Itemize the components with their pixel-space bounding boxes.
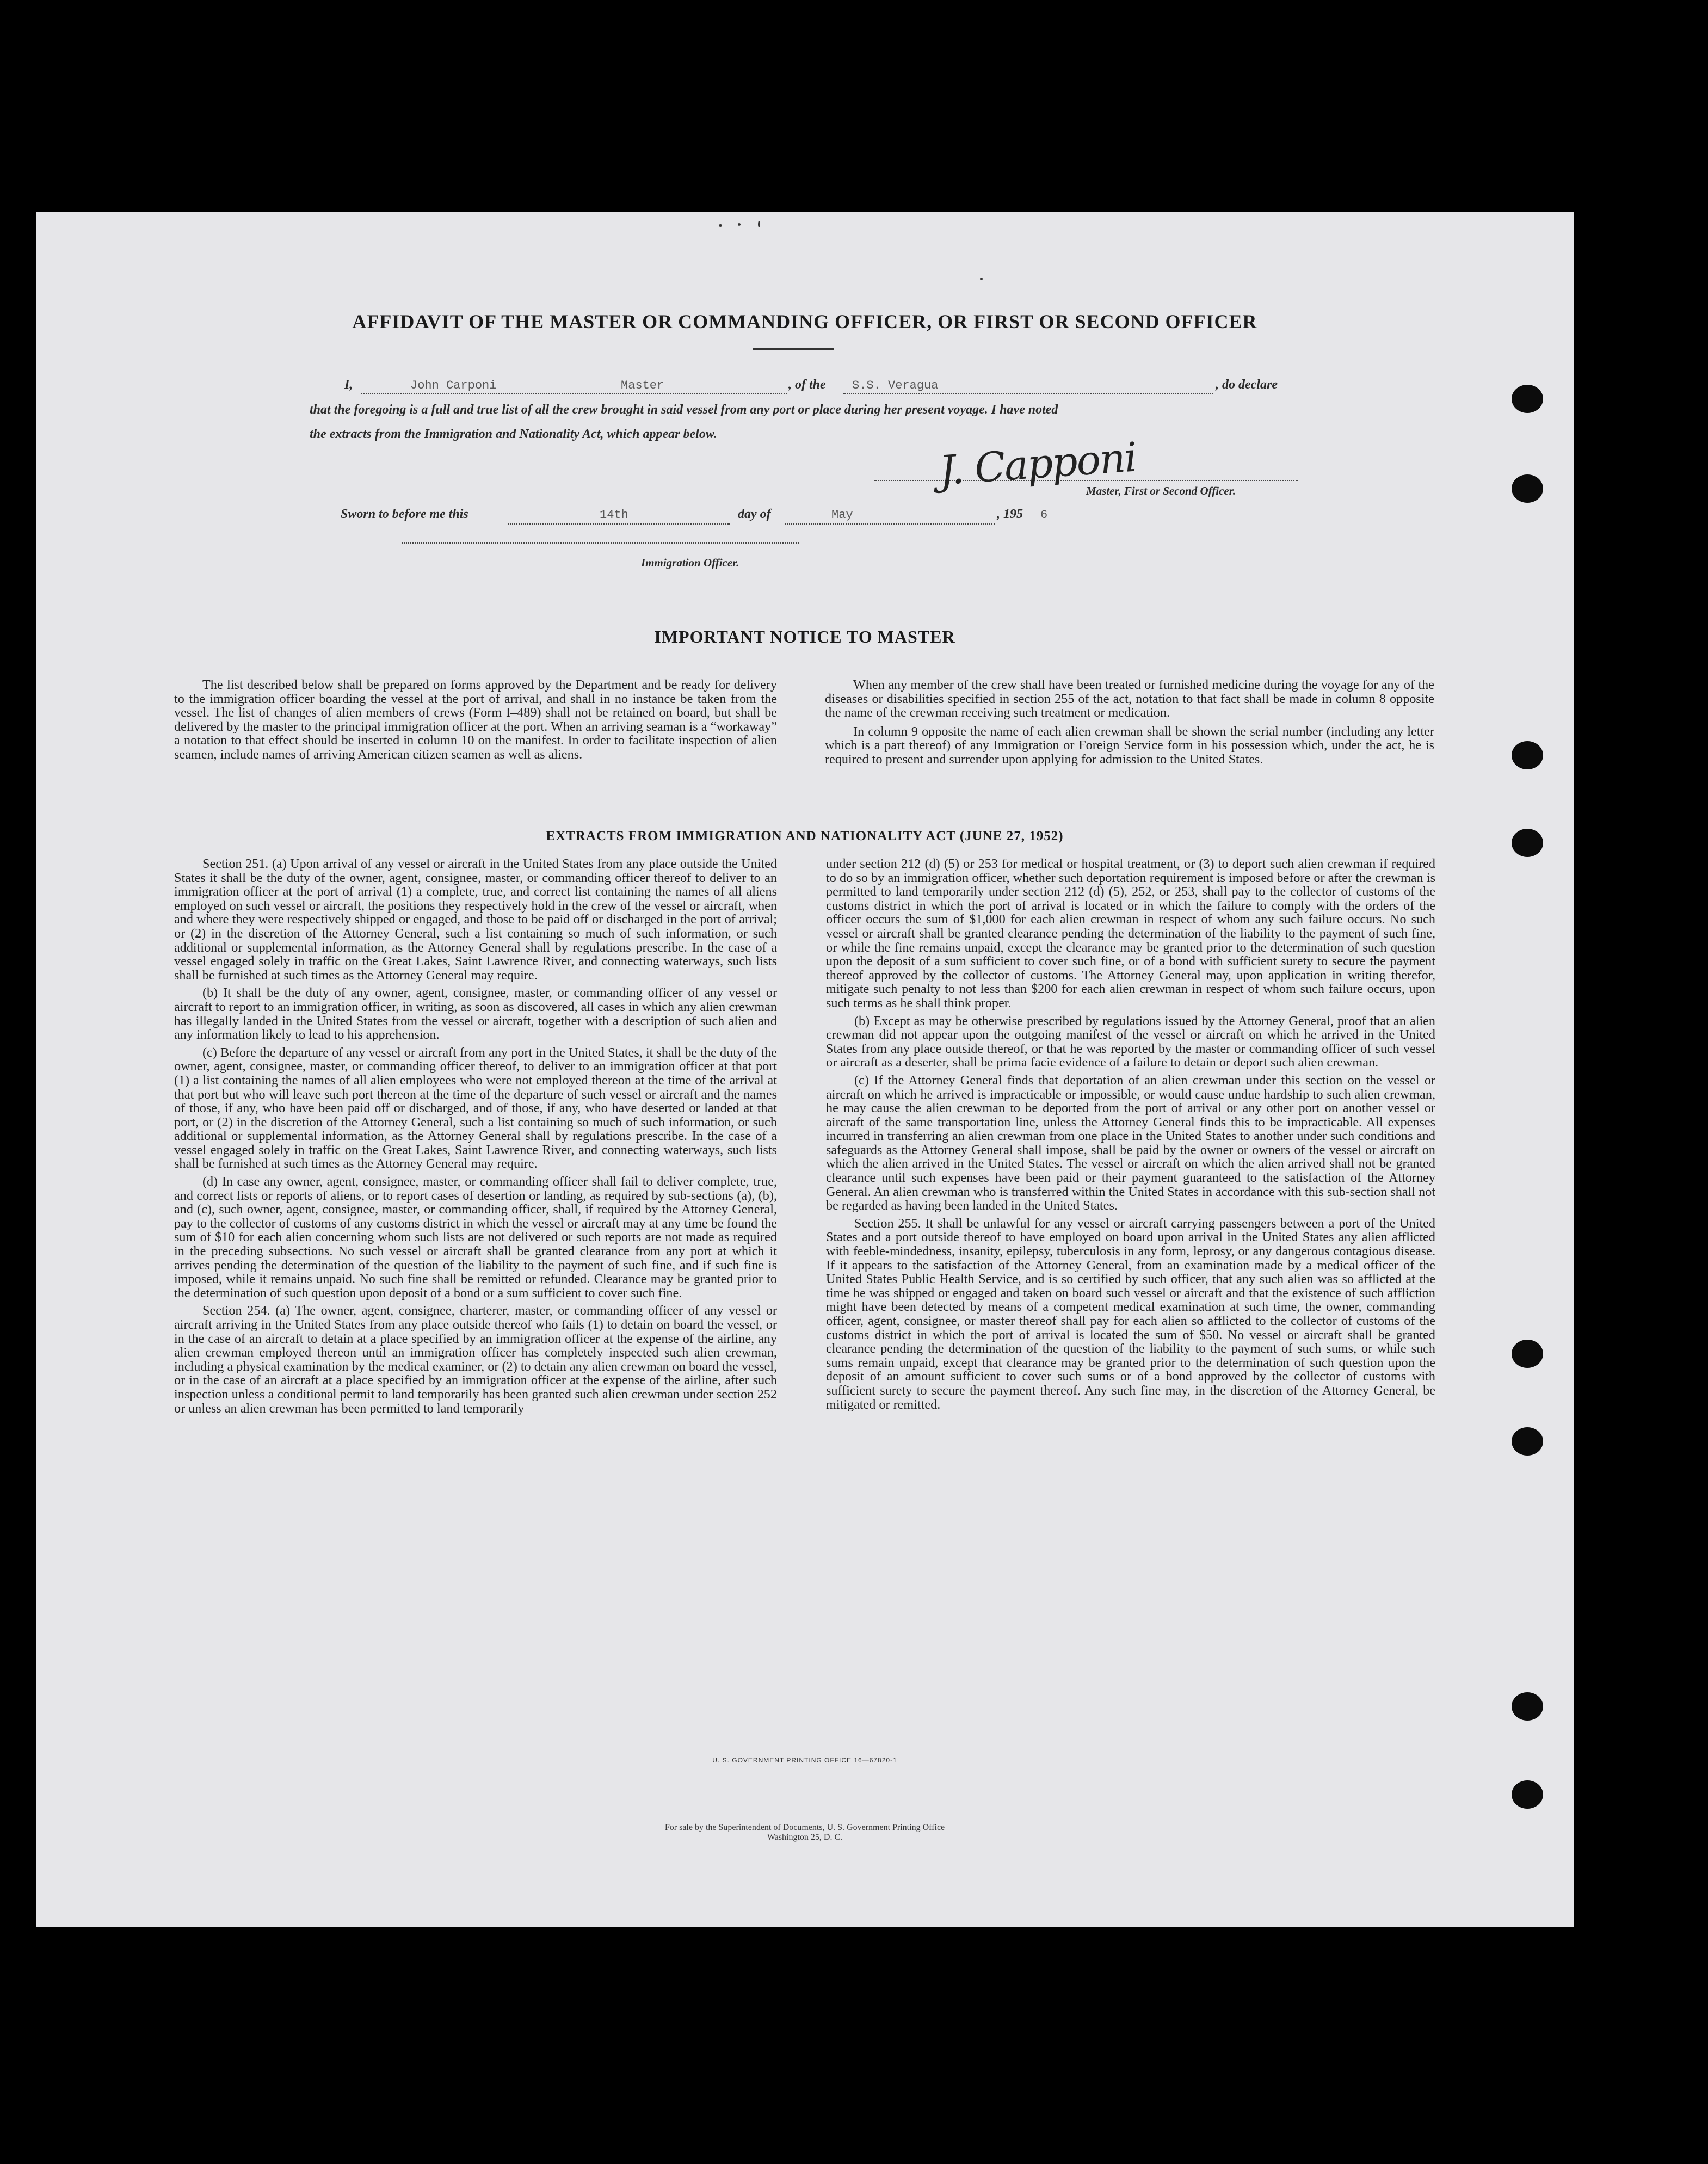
declaration-line-3: the extracts from the Immigration and Nationality Act, which appear below. — [310, 427, 717, 441]
notice-right-paragraph-1: When any member of the crew shall have been treated or furnished medicine during the voyage for any of the diseases or disabilities specified in section 255 of the act, notation to that fact shall be made in column 8 opposite the name of the crewman receiving such treatment or medication. — [825, 677, 1434, 720]
section-251a: Section 251. (a) Upon arrival of any vessel or aircraft in the United States from any place outside the United States it shall be the duty of the owner, agent, consignee, master, or commanding officer thereof to deliver to an immigration officer at the port of arrival (1) a complete, true, and correct list containing the names of all aliens employed on such vessel or aircraft, the positions they respectively hold in the crew of the vessel or aircraft, when and where they were respectively shipped or engaged, and those to be paid off or discharged in the port of arrival; or (2) in the discretion of the Attorney General, such a list containing so much of such information, or such additional or supplemental information, as the Attorney General shall by regulations prescribe. In the case of a vessel engaged solely in traffic on the Great Lakes, Saint Lawrence River, and connecting waterways, such lists shall be furnished at such times as the Attorney General may require. — [174, 856, 777, 983]
master-signature: J. Capponi — [938, 434, 1138, 495]
do-declare-label: , do declare — [1216, 378, 1278, 392]
punch-hole — [1512, 1427, 1543, 1456]
section-251b: (b) It shall be the duty of any owner, agent, consignee, master, or commanding officer of any vessel or aircraft to report to an immigration officer, in writing, as soon as discovered, all cases in which any alien crewman has illegally landed in the United States from the vessel or aircraft, together with a description of such alien and any information likely to lead to his apprehension. — [174, 985, 777, 1043]
extracts-right-column — [826, 857, 1435, 1411]
section-254c: (c) If the Attorney General finds that deportation of an alien crewman under this section on the vessel or aircraft on which he arrived is impracticable or impossible, or would cause undue hardship to such alien crewman, he may cause the alien crewman to be deported from the port of arrival or any other port on another vessel or aircraft of the same transportation line, unless the Attorney General finds this to be impracticable. All expenses incurred in transferring an alien crewman from one place in the United States to another under such conditions and safeguards as the Attorney General shall impose, shall be paid by the owner or owners of the vessel or aircraft on which the alien arrived in the United States. The vessel or aircraft on which the alien arrived shall not be granted clearance until such expenses have been paid or their payment guaranteed to the satisfaction of the Attorney General. An alien crewman who is transferred within the United States in accordance with this sub-section shall not be regarded as having been landed in the United States. — [826, 1072, 1435, 1213]
affidavit-title: AFFIDAVIT OF THE MASTER OR COMMANDING OFFICER, OR FIRST OR SECOND OFFICER — [352, 311, 1257, 332]
punch-hole — [1512, 829, 1543, 857]
sale-notice-line-2: Washington 25, D. C. — [767, 1833, 843, 1842]
vessel-value: S.S. Veragua — [852, 379, 939, 392]
sale-notice-line-1: For sale by the Superintendent of Documents, U. S. Government Printing Office — [664, 1823, 945, 1832]
punch-hole — [1512, 474, 1543, 503]
punch-hole — [1512, 1692, 1543, 1721]
month-value: May — [831, 508, 853, 522]
speck-mark — [738, 223, 741, 226]
punch-hole — [1512, 1780, 1543, 1809]
year-suffix: 6 — [1040, 508, 1048, 522]
sale-notice — [36, 1823, 1574, 1842]
notice-right-paragraph-2: In column 9 opposite the name of each alien crewman shall be shown the serial number (including any letter which is a part thereof) of any Immigration or Foreign Service form in his possession which, under the act, he is required to present and surrender upon applying for admission to the United States. — [825, 724, 1434, 767]
speck-mark — [980, 278, 983, 280]
notice-title: IMPORTANT NOTICE TO MASTER — [654, 627, 955, 646]
name-value: John Carponi — [410, 379, 497, 392]
i-label: I, — [344, 378, 353, 392]
title-rule — [753, 348, 834, 350]
extracts-title: EXTRACTS FROM IMMIGRATION AND NATIONALITY ACT (JUNE 27, 1952) — [546, 829, 1064, 843]
section-254a-continued: under section 212 (d) (5) or 253 for medical or hospital treatment, or (3) to deport such alien crewman if required to do so by an immigration officer, whether such deportation requirement is imposed before or after the crewman is permitted to land temporarily under section 212 (d) (5), 252, or 253, shall pay to the collector of customs of the customs district in which the port of arrival is located or in which the failure to comply with the orders of the officer occurs the sum of $1,000 for each alien crewman in respect of whom any such failure occurs. No such vessel or aircraft shall be granted clearance pending the determination of the liability to the payment of such fine, or while the fine remains unpaid, except the clearance may be granted prior to the determination of such question upon the deposit of a sum sufficient to cover such fine, or of a bond with sufficient surety to secure the payment thereof approved by the collector of customs. The Attorney General may, upon application in writing therefor, mitigate such penalty to not less than $200 for each alien crewman in respect of whom such failure occurs, upon such terms as he shall think proper. — [826, 856, 1435, 1010]
speck-mark — [758, 221, 760, 227]
section-255: Section 255. It shall be unlawful for any vessel or aircraft carrying passengers between a port of the United States and a port outside thereof to have employed on board upon arrival in the United States any alien afflicted with feeble-mindedness, insanity, epilepsy, tuberculosis in any form, leprosy, or any dangerous contagious disease. If it appears to the satisfaction of the Attorney General, from an examination made by a medical officer of the United States Public Health Service, and is so certified by such officer, that any such alien was so afflicted at the time he was shipped or engaged and taken on board such vessel or aircraft and that the existence of such affliction might have been detected by means of a competent medical examination at such time, the owner, commanding officer, agent, consignee, or master thereof shall pay for each alien so afflicted to the collector of customs of the customs district in which the port of arrival is located the sum of $50. No vessel or aircraft shall be granted clearance pending the determination of the question of the liability to the payment of such sums, or while such sums remain unpaid, except that clearance may be granted prior to the determination of such question upon the deposit of an amount sufficient to cover such sums or of a bond approved by the collector of customs with sufficient surety to secure the payment thereof. Any such fine may, in the discretion of the Attorney General, be mitigated or remitted. — [826, 1216, 1435, 1412]
of-the-label: , of the — [788, 378, 826, 392]
month-line — [785, 508, 995, 525]
section-251c: (c) Before the departure of any vessel or aircraft from any port in the United States, it shall be the duty of the owner, agent, consignee, master, or commanding officer thereof, to deliver to an immigration officer at that port (1) a list containing the names of all alien employees who were not employed thereon at the time of the arrival at that port but who will leave such port thereon at the time of the departure of such vessel or aircraft and the names of those, if any, who have been paid off or discharged, and of those, if any, who have deserted or landed at that port, or (2) in the discretion of the Attorney General, such a list containing so much of such information, or such additional or supplemental information, as the Attorney General shall by regulations prescribe. In the case of a vessel engaged solely in traffic on the Great Lakes, Saint Lawrence River, and connecting waterways, such lists shall be furnished at such times as the Attorney General may require. — [174, 1045, 777, 1172]
notice-right-column — [825, 678, 1434, 767]
section-254a: Section 254. (a) The owner, agent, consignee, charterer, master, or commanding officer of any vessel or aircraft arriving in the United States from any place outside thereof who fails (1) to detain on board the vessel, or in the case of an aircraft to detain at a place specified by an immigration officer at the expense of the airline, any alien crewman employed thereon until an immigration officer has completely inspected such alien crewman, including a physical examination by the medical examiner, or (2) to detain any alien crewman on board the vessel, or in the case of an aircraft at a place specified by an immigration officer at the expense of the airline, after such inspection unless a conditional permit to land temporarily has been granted such alien crewman under section 252 or unless an alien crewman has been permitted to land temporarily — [174, 1303, 777, 1416]
officer-line — [402, 541, 799, 544]
punch-hole — [1512, 741, 1543, 769]
notice-left-column — [174, 678, 777, 762]
document-page — [36, 212, 1574, 1927]
day-value: 14th — [600, 508, 628, 522]
section-251d: (d) In case any owner, agent, consignee, master, or commanding officer shall fail to deliver complete, true, and correct lists or reports of aliens, or to report cases of desertion or landing, as required by sub-sections (a), (b), and (c), such owner, agent, consignee, master, or commanding officer, shall, if required by the Attorney General, pay to the collector of customs of any customs district in which the vessel or aircraft may at any time be found the sum of $10 for each alien concerning whom such lists are not delivered or such reports are not made as required in the preceding subsections. No such vessel or aircraft shall be granted clearance from any port at which it arrives pending the determination of the question of the liability to the payment of such fine, and if such fine is imposed, while it remains unpaid. No such fine shall be remitted or refunded. Clearance may be granted prior to the determination of such question upon deposit of a bond or a sum sufficient to cover such fine. — [174, 1174, 777, 1300]
signature-caption: Master, First or Second Officer. — [1086, 484, 1236, 497]
punch-hole — [1512, 1340, 1543, 1368]
declaration-line-2: that the foregoing is a full and true list of all the crew brought in said vessel from any port or place during her present voyage. I have noted — [310, 403, 1058, 417]
sworn-label: Sworn to before me this — [341, 507, 468, 521]
immigration-officer-caption: Immigration Officer. — [641, 556, 739, 569]
notice-left-paragraph: The list described below shall be prepared on forms approved by the Department and be ready for delivery to the immigration officer boarding the vessel at the port of arrival, and shall in no instance be taken from the vessel. The list of changes of alien members of crews (Form I–489) shall not be retained on board, but shall be delivered by the master to the principal immigration officer at the port. When an arriving seaman is a “workaway” a notation to that effect should be inserted in column 10 on the manifest. In order to facilitate inspection of alien seamen, include names of arriving American citizen seamen as well as aliens. — [174, 677, 777, 762]
day-of-label: day of — [738, 507, 771, 521]
section-254b: (b) Except as may be otherwise prescribed by regulations issued by the Attorney General, proof that an alien crewman did not appear upon the outgoing manifest of the vessel or aircraft on which he arrived in the United States from any place outside thereof, or that he was reported by the master or commanding officer of such vessel or aircraft as a deserter, shall be prima facie evidence of a failure to detain or deport such alien crewman. — [826, 1013, 1435, 1070]
punch-hole — [1512, 385, 1543, 413]
year-prefix: , 195 — [997, 507, 1023, 521]
extracts-left-column — [174, 857, 777, 1415]
speck-mark — [719, 224, 722, 227]
rank-value: Master — [621, 379, 664, 392]
printing-office-line: U. S. GOVERNMENT PRINTING OFFICE 16—67820-1 — [712, 1756, 897, 1764]
